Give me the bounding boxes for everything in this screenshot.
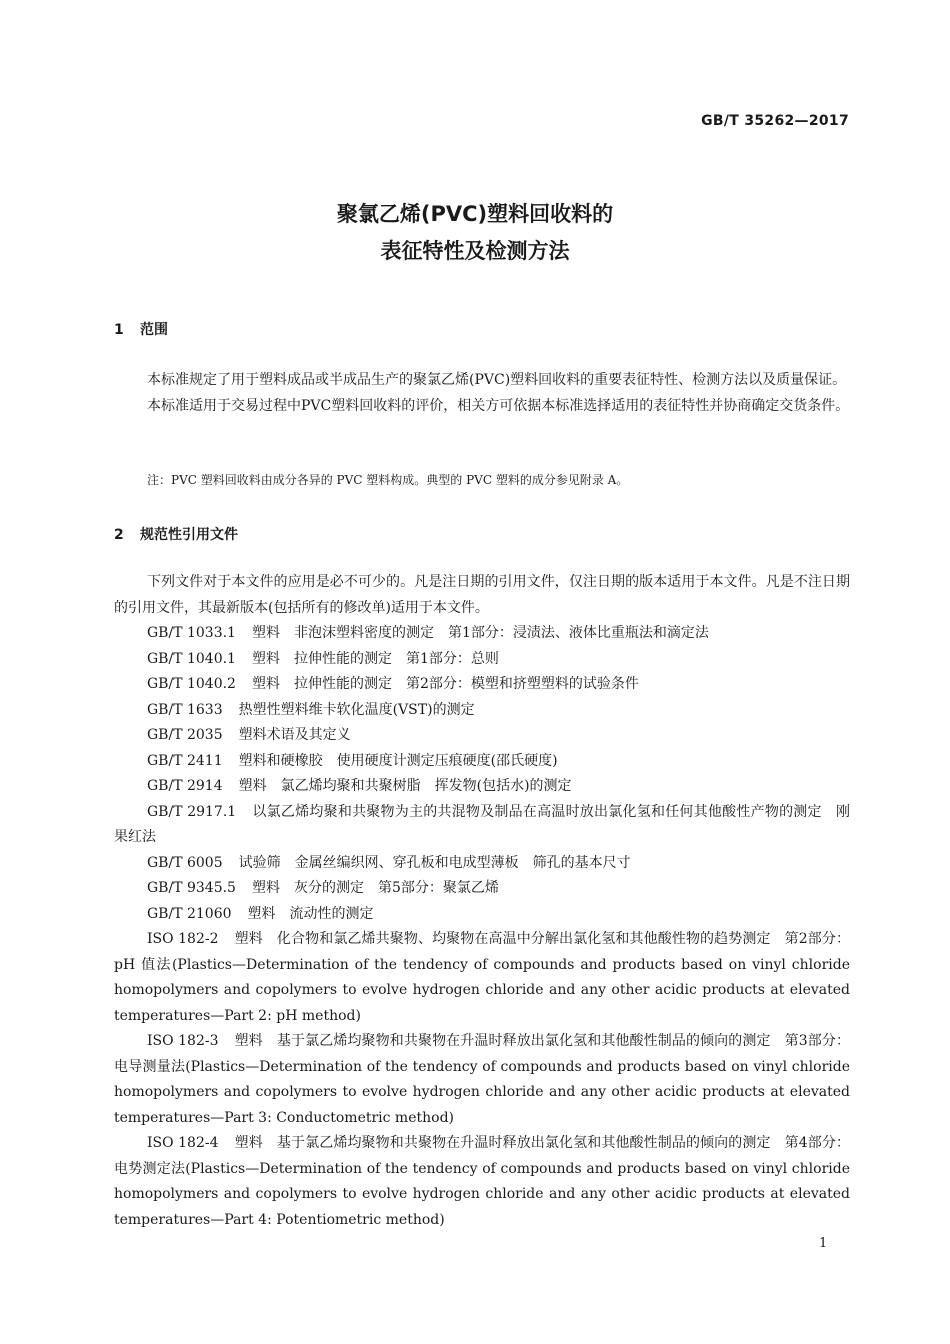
reference-title: 塑料 非泡沫塑料密度的测定 第1部分：浸渍法、液体比重瓶法和滴定法 (251, 625, 709, 641)
reference-item (114, 672, 850, 698)
note: 注：PVC 塑料回收料由成分各异的 PVC 塑料构成。典型的 PVC 塑料的成分参见附录 A。 (147, 473, 629, 487)
reference-title: 塑料 基于氯乙烯均聚物和共聚物在升温时释放出氯化氢和其他酸性制品的倾向的测定 第4部分：电势测定法(Plastics—Determination of the tendency of compounds and products based on vinyl chloride homopolymers and copolymers to evolve hydrogen chloride and any other acidic products at elevated temperatures—Part 4: Potentiometric method) (114, 1135, 850, 1228)
reference-title: 塑料和硬橡胶 使用硬度计测定压痕硬度(邵氏硬度) (238, 752, 558, 769)
section-2-heading (114, 524, 238, 544)
reference-item (114, 647, 850, 673)
reference-item (114, 851, 850, 877)
paragraph: 下列文件对于本文件的应用是必不可少的。凡是注日期的引用文件，仅注日期的版本适用于本文件。凡是不注日期的引用文件，其最新版本(包括所有的修改单)适用于本文件。 (114, 574, 850, 616)
reference-title: 塑料 基于氯乙烯均聚物和共聚物在升温时释放出氯化氢和其他酸性制品的倾向的测定 第3部分：电导测量法(Plastics—Determination of the tendency of compounds and products based on vinyl chloride homopolymers and copolymers to evolve hydrogen chloride and any other acidic products at elevated temperatures—Part 3: Conductometric method) (114, 1033, 850, 1126)
reference-item (114, 749, 850, 775)
reference-code: GB/T 2914 (147, 778, 223, 794)
page-number: 1 (819, 1236, 828, 1251)
reference-code: GB/T 1040.1 (147, 650, 236, 667)
reference-title: 热塑性塑料维卡软化温度(VST)的测定 (238, 701, 475, 718)
reference-code: GB/T 2035 (147, 727, 223, 743)
reference-code: GB/T 2917.1 (147, 803, 237, 820)
reference-item (114, 902, 850, 928)
reference-code: GB/T 21060 (147, 905, 232, 922)
reference-code: GB/T 6005 (147, 854, 223, 871)
reference-code: GB/T 9345.5 (147, 880, 236, 896)
section-1-body (114, 368, 850, 419)
section-number: 1 (114, 322, 124, 338)
reference-title: 塑料 氯乙烯均聚和共聚树脂 挥发物(包括水)的测定 (238, 778, 572, 794)
reference-code: ISO 182-3 (147, 1033, 219, 1049)
reference-item (114, 774, 850, 800)
reference-title: 以氯乙烯均聚和共聚物为主的共混物及制品在高温时放出氯化氢和任何其他酸性产物的测定 刚果红法 (114, 803, 850, 845)
reference-item (114, 800, 850, 851)
paragraph: 本标准适用于交易过程中PVC塑料回收料的评价，相关方可依据本标准选择适用的表征特性并协商确定交货条件。 (147, 397, 850, 414)
reference-item (114, 1029, 850, 1131)
reference-item (114, 927, 850, 1029)
document-title-line-1: 聚氯乙烯(PVC)塑料回收料的 (336, 202, 614, 226)
reference-title: 塑料 灰分的测定 第5部分：聚氯乙烯 (251, 880, 499, 896)
reference-code: GB/T 1633 (147, 701, 223, 718)
section-2-body (114, 570, 850, 1233)
paragraph: 本标准规定了用于塑料成品或半成品生产的聚氯乙烯(PVC)塑料回收料的重要表征特性、检测方法以及质量保证。 (147, 372, 847, 388)
reference-code: GB/T 1040.2 (147, 676, 236, 692)
section-1-heading (114, 319, 168, 339)
reference-item (114, 621, 850, 647)
reference-title: 试验筛 金属丝编织网、穿孔板和电成型薄板 筛孔的基本尺寸 (238, 854, 631, 871)
reference-code: ISO 182-4 (147, 1135, 219, 1151)
reference-title: 塑料 拉伸性能的测定 第1部分：总则 (251, 650, 499, 667)
section-title: 范围 (140, 322, 168, 338)
reference-item (114, 723, 850, 749)
reference-item (114, 698, 850, 724)
reference-item (114, 1131, 850, 1233)
reference-title: 塑料 化合物和氯乙烯共聚物、均聚物在高温中分解出氯化氢和其他酸性物的趋势测定 第2部分：pH 值法(Plastics—Determination of the tendency of compounds and products based on vinyl chloride homopolymers and copolymers to evolve hydrogen chloride and any other acidic products at elevated temperatures—Part 2: pH method) (114, 931, 850, 1024)
reference-code: GB/T 2411 (147, 752, 223, 769)
reference-item (114, 876, 850, 902)
reference-list (114, 621, 850, 1233)
standard-number: GB/T 35262—2017 (701, 113, 849, 129)
reference-title: 塑料 拉伸性能的测定 第2部分：模塑和挤塑塑料的试验条件 (251, 676, 639, 692)
reference-code: ISO 182-2 (147, 931, 219, 947)
section-number: 2 (114, 527, 124, 543)
reference-title: 塑料 流动性的测定 (247, 905, 374, 922)
reference-title: 塑料术语及其定义 (238, 727, 351, 743)
document-title-line-2: 表征特性及检测方法 (380, 239, 570, 263)
reference-code: GB/T 1033.1 (147, 625, 236, 641)
section-title: 规范性引用文件 (140, 527, 238, 543)
